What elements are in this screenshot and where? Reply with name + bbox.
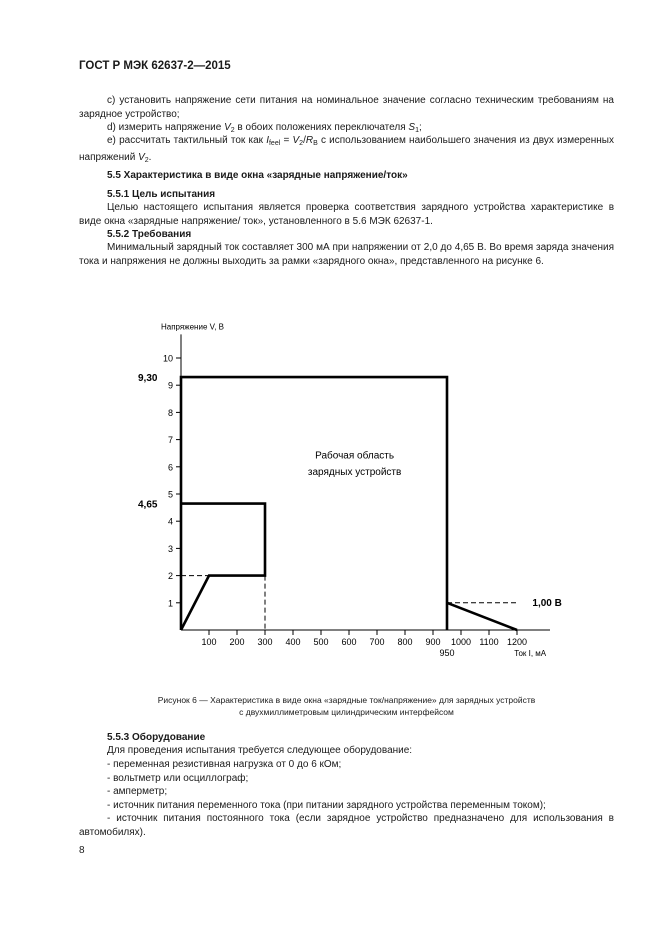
y-axis-label: Напряжение V, В (161, 322, 224, 332)
y-tick-label: 4 (167, 516, 173, 527)
equipment-item: - источник питания постоянного тока (если зарядное устройство предназначено для использования в автомобилях). (79, 813, 614, 838)
equipment-item: - переменная резистивная нагрузка от 0 до 6 кОм; (107, 759, 342, 770)
document-header: ГОСТ Р МЭК 62637-2—2015 (79, 60, 231, 72)
chart-axes (181, 334, 550, 630)
y-marker-label: 4,65 (138, 499, 158, 511)
figure-caption (79, 694, 614, 718)
x-tick-label: 800 (397, 637, 413, 647)
section-5-5-3-intro: Для проведения испытания требуется следующее оборудование: (107, 745, 413, 756)
taper-line (447, 603, 517, 630)
section-5-5-2-text: Минимальный зарядный ток составляет 300 мА при напряжении от 2,0 до 4,65 В. Во время заряда значения тока и напряжения не должны выходить за рамки «зарядного окна», представленного на рисунке 6. (79, 242, 614, 267)
x-tick-label: 100 (201, 637, 217, 647)
y-tick-label: 2 (167, 571, 173, 582)
step-c: с) установить напряжение сети питания на номинальное значение согласно техническим требованиям на зарядное устройство; (79, 95, 614, 120)
section-5-5-2-heading: 5.5.2 Требования (107, 229, 192, 240)
charging-window-chart (130, 305, 580, 665)
x-tick-label: 200 (229, 637, 245, 647)
step-e: е) рассчитать тактильный ток как $I_{feel} = V_2/R_B$ с использованием наибольшего значения из двух измеренных напряжений $V_2$. (79, 135, 614, 164)
y-tick-label: 5 (167, 489, 173, 500)
inner-window-line (181, 504, 265, 630)
figure-caption-line1: Рисунок 6 — Характеристика в виде окна «зарядные ток/напряжение» для зарядных устройств (157, 695, 536, 705)
chart-labels (138, 322, 562, 658)
figure-caption-line2: с двухмиллиметровым цилиндрическим интерфейсом (239, 707, 454, 717)
area-label-line2: зарядных устройств (307, 466, 402, 478)
section-5-5-1-heading: 5.5.1 Цель испытания (107, 189, 216, 200)
equipment-list (79, 758, 614, 839)
chart-plot (181, 377, 517, 630)
x-tick-label: 1100 (479, 637, 499, 647)
area-label-line1: Рабочая область (315, 450, 395, 462)
x-marker-label: 950 (439, 648, 455, 658)
x-tick-label: 400 (285, 637, 301, 647)
y-tick-label: 7 (167, 435, 173, 446)
x-tick-label: 600 (341, 637, 357, 647)
equipment-item: - вольтметр или осциллограф; (107, 772, 249, 784)
equipment-item: - амперметр; (107, 786, 168, 797)
step-d: d) измерить напряжение $V_2$ в обоих положениях переключателя $S_1$; (107, 122, 422, 134)
x-axis-label: Ток I, мА (514, 649, 547, 658)
y-tick-label: 8 (167, 407, 173, 418)
x-tick-label: 1200 (506, 637, 528, 647)
x-tick-label: 700 (369, 637, 385, 647)
y-tick-label: 10 (162, 353, 173, 364)
equipment-item: - источник питания переменного тока (при питании зарядного устройства переменным током); (107, 799, 546, 811)
y-tick-label: 6 (167, 462, 173, 473)
right-value-label: 1,00 В (532, 597, 562, 609)
x-tick-label: 900 (425, 637, 441, 647)
section-5-5-1-text: Целью настоящего испытания является проверка соответствия зарядного устройства характеристике в виде окна «зарядные напряжение/ ток», установленного в 5.6 МЭК 62637-1. (79, 202, 614, 227)
section-5-5-heading: 5.5 Характеристика в виде окна «зарядные напряжение/ток» (107, 170, 408, 181)
y-tick-label: 9 (167, 380, 173, 391)
x-tick-label: 500 (313, 637, 329, 647)
section-5-5-3-heading: 5.5.3 Оборудование (107, 732, 206, 743)
y-tick-label: 1 (167, 598, 173, 609)
page-number: 8 (79, 845, 85, 856)
x-tick-label: 300 (257, 637, 273, 647)
y-marker-label: 9,30 (138, 373, 158, 385)
x-tick-label: 1000 (450, 637, 472, 647)
y-tick-label: 3 (167, 543, 173, 554)
